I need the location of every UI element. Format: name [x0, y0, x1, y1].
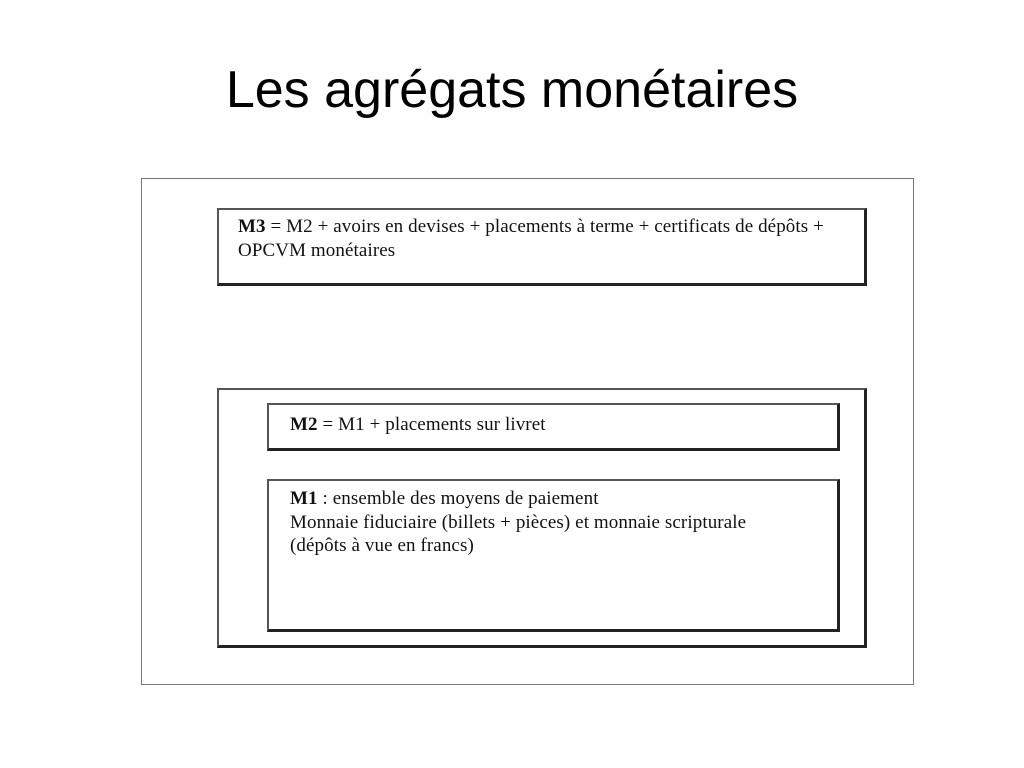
m2-text: = M1 + placements sur livret	[317, 414, 546, 435]
m1-definition	[290, 487, 790, 558]
m1-text: : ensemble des moyens de paiement	[317, 488, 599, 509]
m3-text: = M2 + avoirs en devises + placements à terme + certificats de dépôts + OPCVM monétaires	[238, 216, 824, 261]
m2-box	[267, 403, 840, 451]
m3-label: M3	[238, 216, 266, 237]
m3-box	[217, 208, 867, 286]
m2-label: M2	[290, 414, 318, 435]
slide-title: Les agrégats monétaires	[225, 61, 799, 119]
m2-definition	[290, 413, 546, 437]
m1-detail-text: Monnaie fiduciaire (billets + pièces) et monnaie scripturale (dépôts à vue en francs)	[290, 511, 747, 556]
m3-definition	[238, 215, 838, 262]
aggregates-diagram	[141, 178, 914, 685]
m1-label: M1	[290, 488, 318, 509]
m1-box	[267, 479, 840, 632]
